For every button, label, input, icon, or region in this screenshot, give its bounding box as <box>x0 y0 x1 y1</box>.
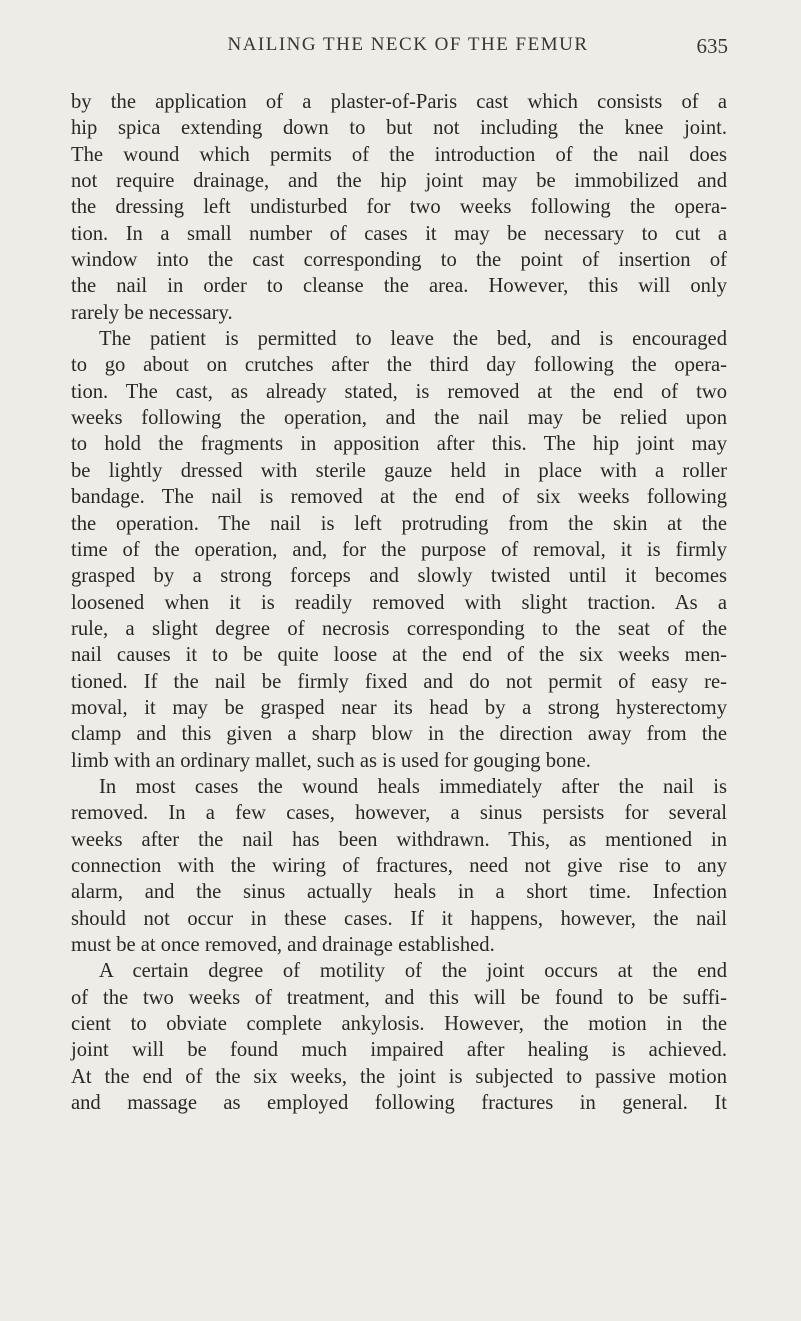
text-line: should not occur in these cases. If it happens, however, the nail <box>71 907 727 930</box>
text-line: connection with the wiring of fractures, need not give rise to any <box>71 854 727 877</box>
text-line: by the application of a plaster-of-Paris cast which consists of a <box>71 91 727 113</box>
text-line: cient to obviate complete ankylosis. However, the motion in the <box>71 1013 727 1036</box>
running-head <box>88 34 728 64</box>
text-line: The wound which permits of the introduction of the nail does <box>71 143 727 166</box>
text-line: to go about on crutches after the third day following the opera- <box>71 354 727 377</box>
text-line: moval, it may be grasped near its head by a strong hysterectomy <box>71 696 727 719</box>
page-number: 635 <box>696 34 728 58</box>
text-line: limb with an ordinary mallet, such as is used for gouging bone. <box>71 749 591 772</box>
text-line: tion. In a small number of cases it may be necessary to cut a <box>71 222 727 245</box>
text-line: A certain degree of motility of the joint occurs at the end <box>99 960 727 983</box>
text-line: bandage. The nail is removed at the end of six weeks following <box>71 486 727 509</box>
text-line: weeks after the nail has been withdrawn. This, as mentioned in <box>71 828 727 851</box>
text-line: nail causes it to be quite loose at the end of the six weeks men- <box>71 644 727 667</box>
text-line: the nail in order to cleanse the area. However, this will only <box>71 275 727 298</box>
body-text <box>71 89 727 1116</box>
text-line: tion. The cast, as already stated, is removed at the end of two <box>71 380 727 403</box>
text-line: The patient is permitted to leave the bed, and is encouraged <box>99 328 727 351</box>
text-line: must be at once removed, and drainage established. <box>71 934 495 956</box>
text-line: In most cases the wound heals immediately after the nail is <box>99 775 727 798</box>
text-line: the dressing left undisturbed for two weeks following the opera- <box>71 196 727 219</box>
text-line: not require drainage, and the hip joint may be immobilized and <box>71 170 727 193</box>
text-line: window into the cast corresponding to the point of insertion of <box>71 249 727 272</box>
text-line: hip spica extending down to but not including the knee joint. <box>71 117 727 140</box>
text-line: tioned. If the nail be firmly fixed and do not permit of easy re- <box>71 670 727 693</box>
text-line: time of the operation, and, for the purpose of removal, it is firmly <box>71 538 727 561</box>
text-line: joint will be found much impaired after healing is achieved. <box>71 1039 727 1062</box>
running-title: NAILING THE NECK OF THE FEMUR <box>227 34 589 55</box>
text-line: of the two weeks of treatment, and this will be found to be suffi- <box>71 986 727 1009</box>
text-line: loosened when it is readily removed with slight traction. As a <box>71 591 727 614</box>
text-line: weeks following the operation, and the nail may be relied upon <box>71 407 727 430</box>
text-line: clamp and this given a sharp blow in the direction away from the <box>71 723 727 746</box>
text-line: and massage as employed following fractures in general. It <box>71 1092 727 1115</box>
text-line: rule, a slight degree of necrosis corresponding to the seat of the <box>71 617 727 640</box>
text-line: to hold the fragments in apposition after this. The hip joint may <box>71 433 727 456</box>
text-line: be lightly dressed with sterile gauze held in place with a roller <box>71 459 727 482</box>
text-line: the operation. The nail is left protruding from the skin at the <box>71 512 727 535</box>
text-line: alarm, and the sinus actually heals in a short time. Infection <box>71 881 727 904</box>
text-line: removed. In a few cases, however, a sinus persists for several <box>71 802 727 825</box>
text-line: rarely be necessary. <box>71 301 233 324</box>
text-line: At the end of the six weeks, the joint is subjected to passive motion <box>71 1065 727 1088</box>
text-line: grasped by a strong forceps and slowly twisted until it becomes <box>71 565 727 588</box>
